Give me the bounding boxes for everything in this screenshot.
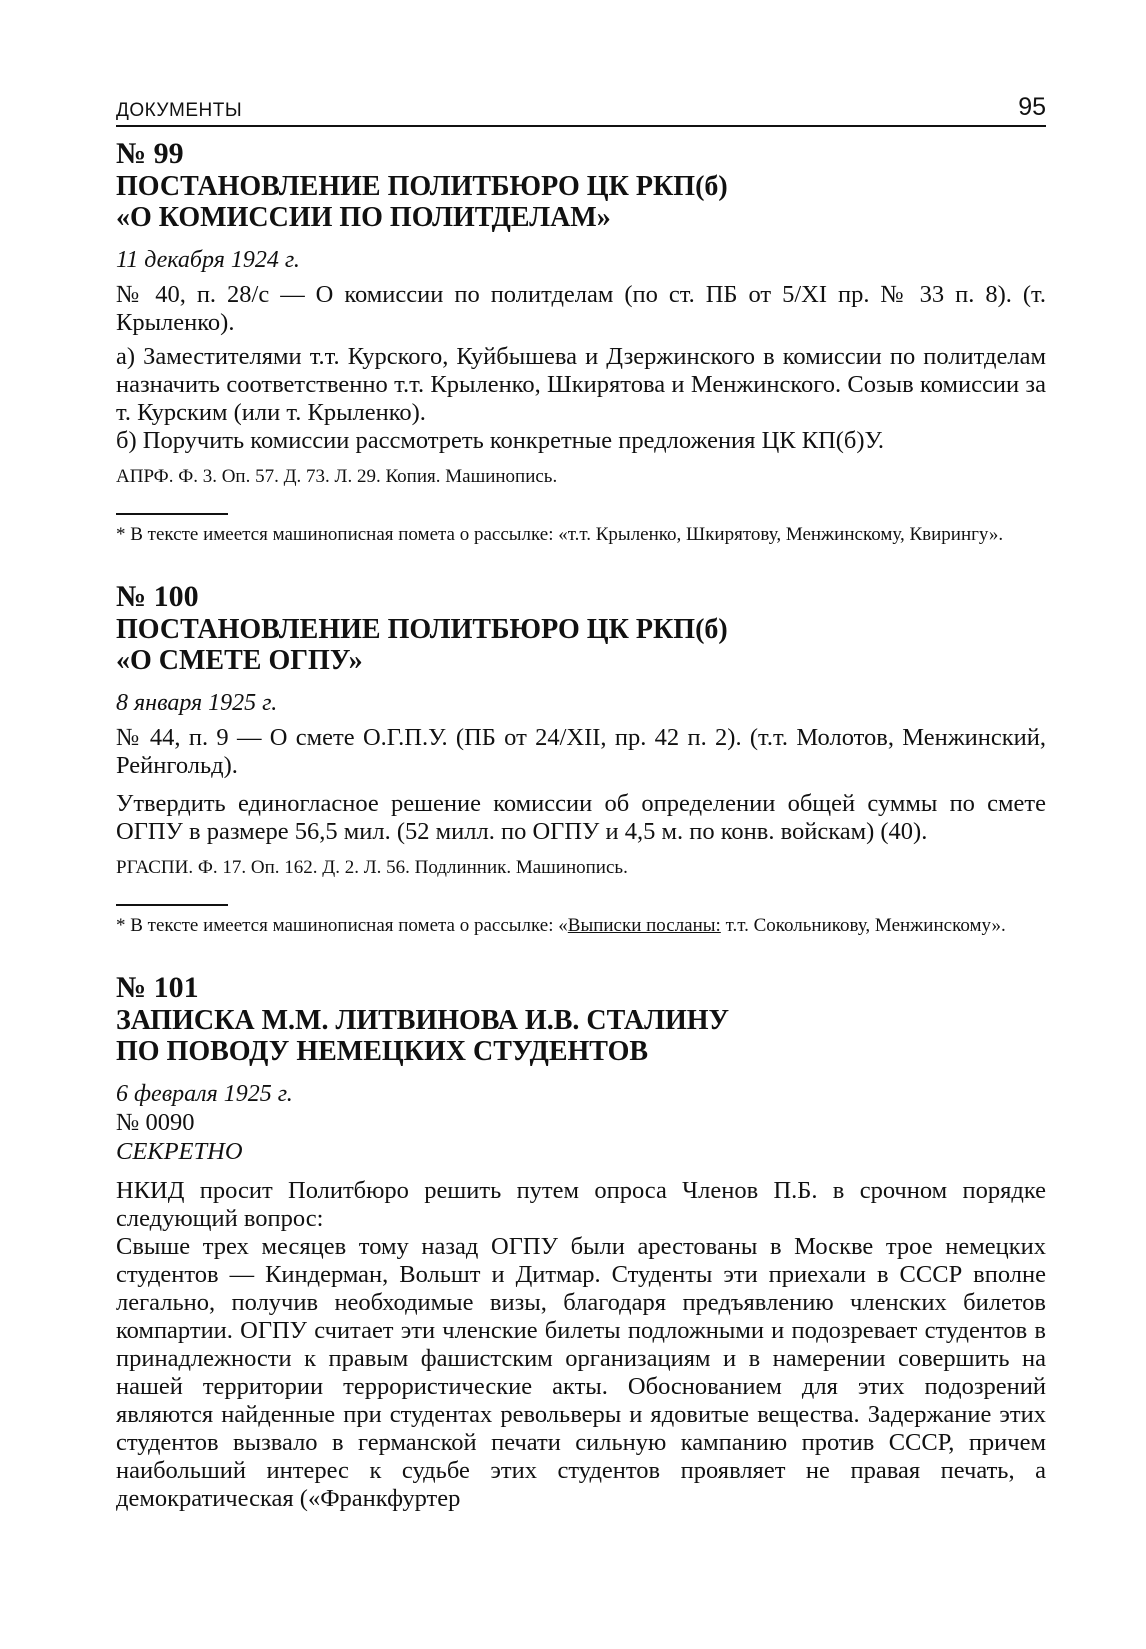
document-reference: № 0090: [116, 1109, 195, 1136]
document-body: Свыше трех месяцев тому назад ОГПУ были арестованы в Москве трое немецких студентов — Киндерман, Вольшт и Дитмар. Студенты эти приехали в СССР вполне легально, получив необходимые визы, благодаря предъявлению членских билетов компартии. ОГПУ считает эти членские билеты подложными и подозревает студентов в принадлежности к правым фашистским организациям и в намерении совершить на нашей территории террористические акты. Обоснованием для этих подозрений являются найденные при студентах револьверы и ядовитые вещества. Задержание этих студентов вызвало в германской печати сильную кампанию против СССР, причем наибольший интерес к судьбе этих студентов проявляет не правая печать, а демократическая («Франкфуртер: [116, 1233, 1046, 1512]
document-number: № 101: [116, 971, 199, 1004]
document-title-line1: ПОСТАНОВЛЕНИЕ ПОЛИТБЮРО ЦК РКП(б): [116, 171, 728, 202]
document-100: [116, 580, 1046, 937]
paragraph-b: б) Поручить комиссии рассмотреть конкретные предложения ЦК КП(б)У.: [116, 427, 885, 454]
document-number: № 100: [116, 580, 199, 613]
document-intro: НКИД просит Политбюро решить путем опроса Членов П.Б. в срочном порядке следующий вопрос:: [116, 1177, 1046, 1232]
footnote: * В тексте имеется машинописная помета о рассылке: «т.т. Крыленко, Шкирятову, Менжинскому, Квирингу».: [116, 524, 1004, 545]
document-body: Утвердить единогласное решение комиссии об определении общей суммы по смете ОГПУ в размере 56,5 мил. (52 милл. по ОГПУ и 4,5 м. по конв. войскам) (40).: [116, 790, 1046, 845]
document-title-line2: «О СМЕТЕ ОГПУ»: [116, 645, 363, 676]
document-title-line1: ЗАПИСКА М.М. ЛИТВИНОВА И.В. СТАЛИНУ: [116, 1005, 730, 1036]
section-title: ДОКУМЕНТЫ: [116, 100, 243, 121]
document-date: 11 декабря 1924 г.: [116, 247, 300, 273]
document-page: [116, 88, 1046, 1513]
archive-source: РГАСПИ. Ф. 17. Оп. 162. Д. 2. Л. 56. Подлинник. Машинопись.: [116, 857, 628, 878]
document-title-line2: «О КОМИССИИ ПО ПОЛИТДЕЛАМ»: [116, 202, 611, 233]
footnote-text-end: т.т. Сокольникову, Менжинскому».: [720, 915, 1006, 936]
document-title-line1: ПОСТАНОВЛЕНИЕ ПОЛИТБЮРО ЦК РКП(б): [116, 614, 728, 645]
document-99: [116, 137, 1046, 546]
document-date: 6 февраля 1925 г.: [116, 1081, 293, 1107]
document-101: [116, 971, 1046, 1513]
document-reference: № 40, п. 28/с — О комиссии по политделам (по ст. ПБ от 5/XI пр. № 33 п. 8). (т. Крыленко).: [116, 281, 1046, 336]
footnote-underlined: Выписки посланы:: [567, 915, 721, 936]
document-title-line2: ПО ПОВОДУ НЕМЕЦКИХ СТУДЕНТОВ: [116, 1036, 649, 1067]
paragraph-a: а) Заместителями т.т. Курского, Куйбышева и Дзержинского в комиссии по политделам назначить соответственно т.т. Крыленко, Шкирятова и Менжинского. Созыв комиссии за т. Курским (или т. Крыленко).: [116, 343, 1046, 426]
footnote-text: * В тексте имеется машинописная помета о рассылке: «: [116, 915, 568, 936]
archive-source: АПРФ. Ф. 3. Оп. 57. Д. 73. Л. 29. Копия. Машинопись.: [116, 466, 558, 487]
document-number: № 99: [116, 137, 184, 170]
footnote-divider: [116, 904, 228, 906]
document-date: 8 января 1925 г.: [116, 690, 278, 716]
running-head: [116, 88, 1046, 127]
page-number: 95: [1018, 93, 1046, 121]
footnote: [116, 914, 1046, 937]
footnote-divider: [116, 513, 228, 515]
secrecy-mark: СЕКРЕТНО: [116, 1138, 243, 1165]
document-reference: № 44, п. 9 — О смете О.Г.П.У. (ПБ от 24/XII, пр. 42 п. 2). (т.т. Молотов, Менжинский, Рейнгольд).: [116, 724, 1046, 779]
